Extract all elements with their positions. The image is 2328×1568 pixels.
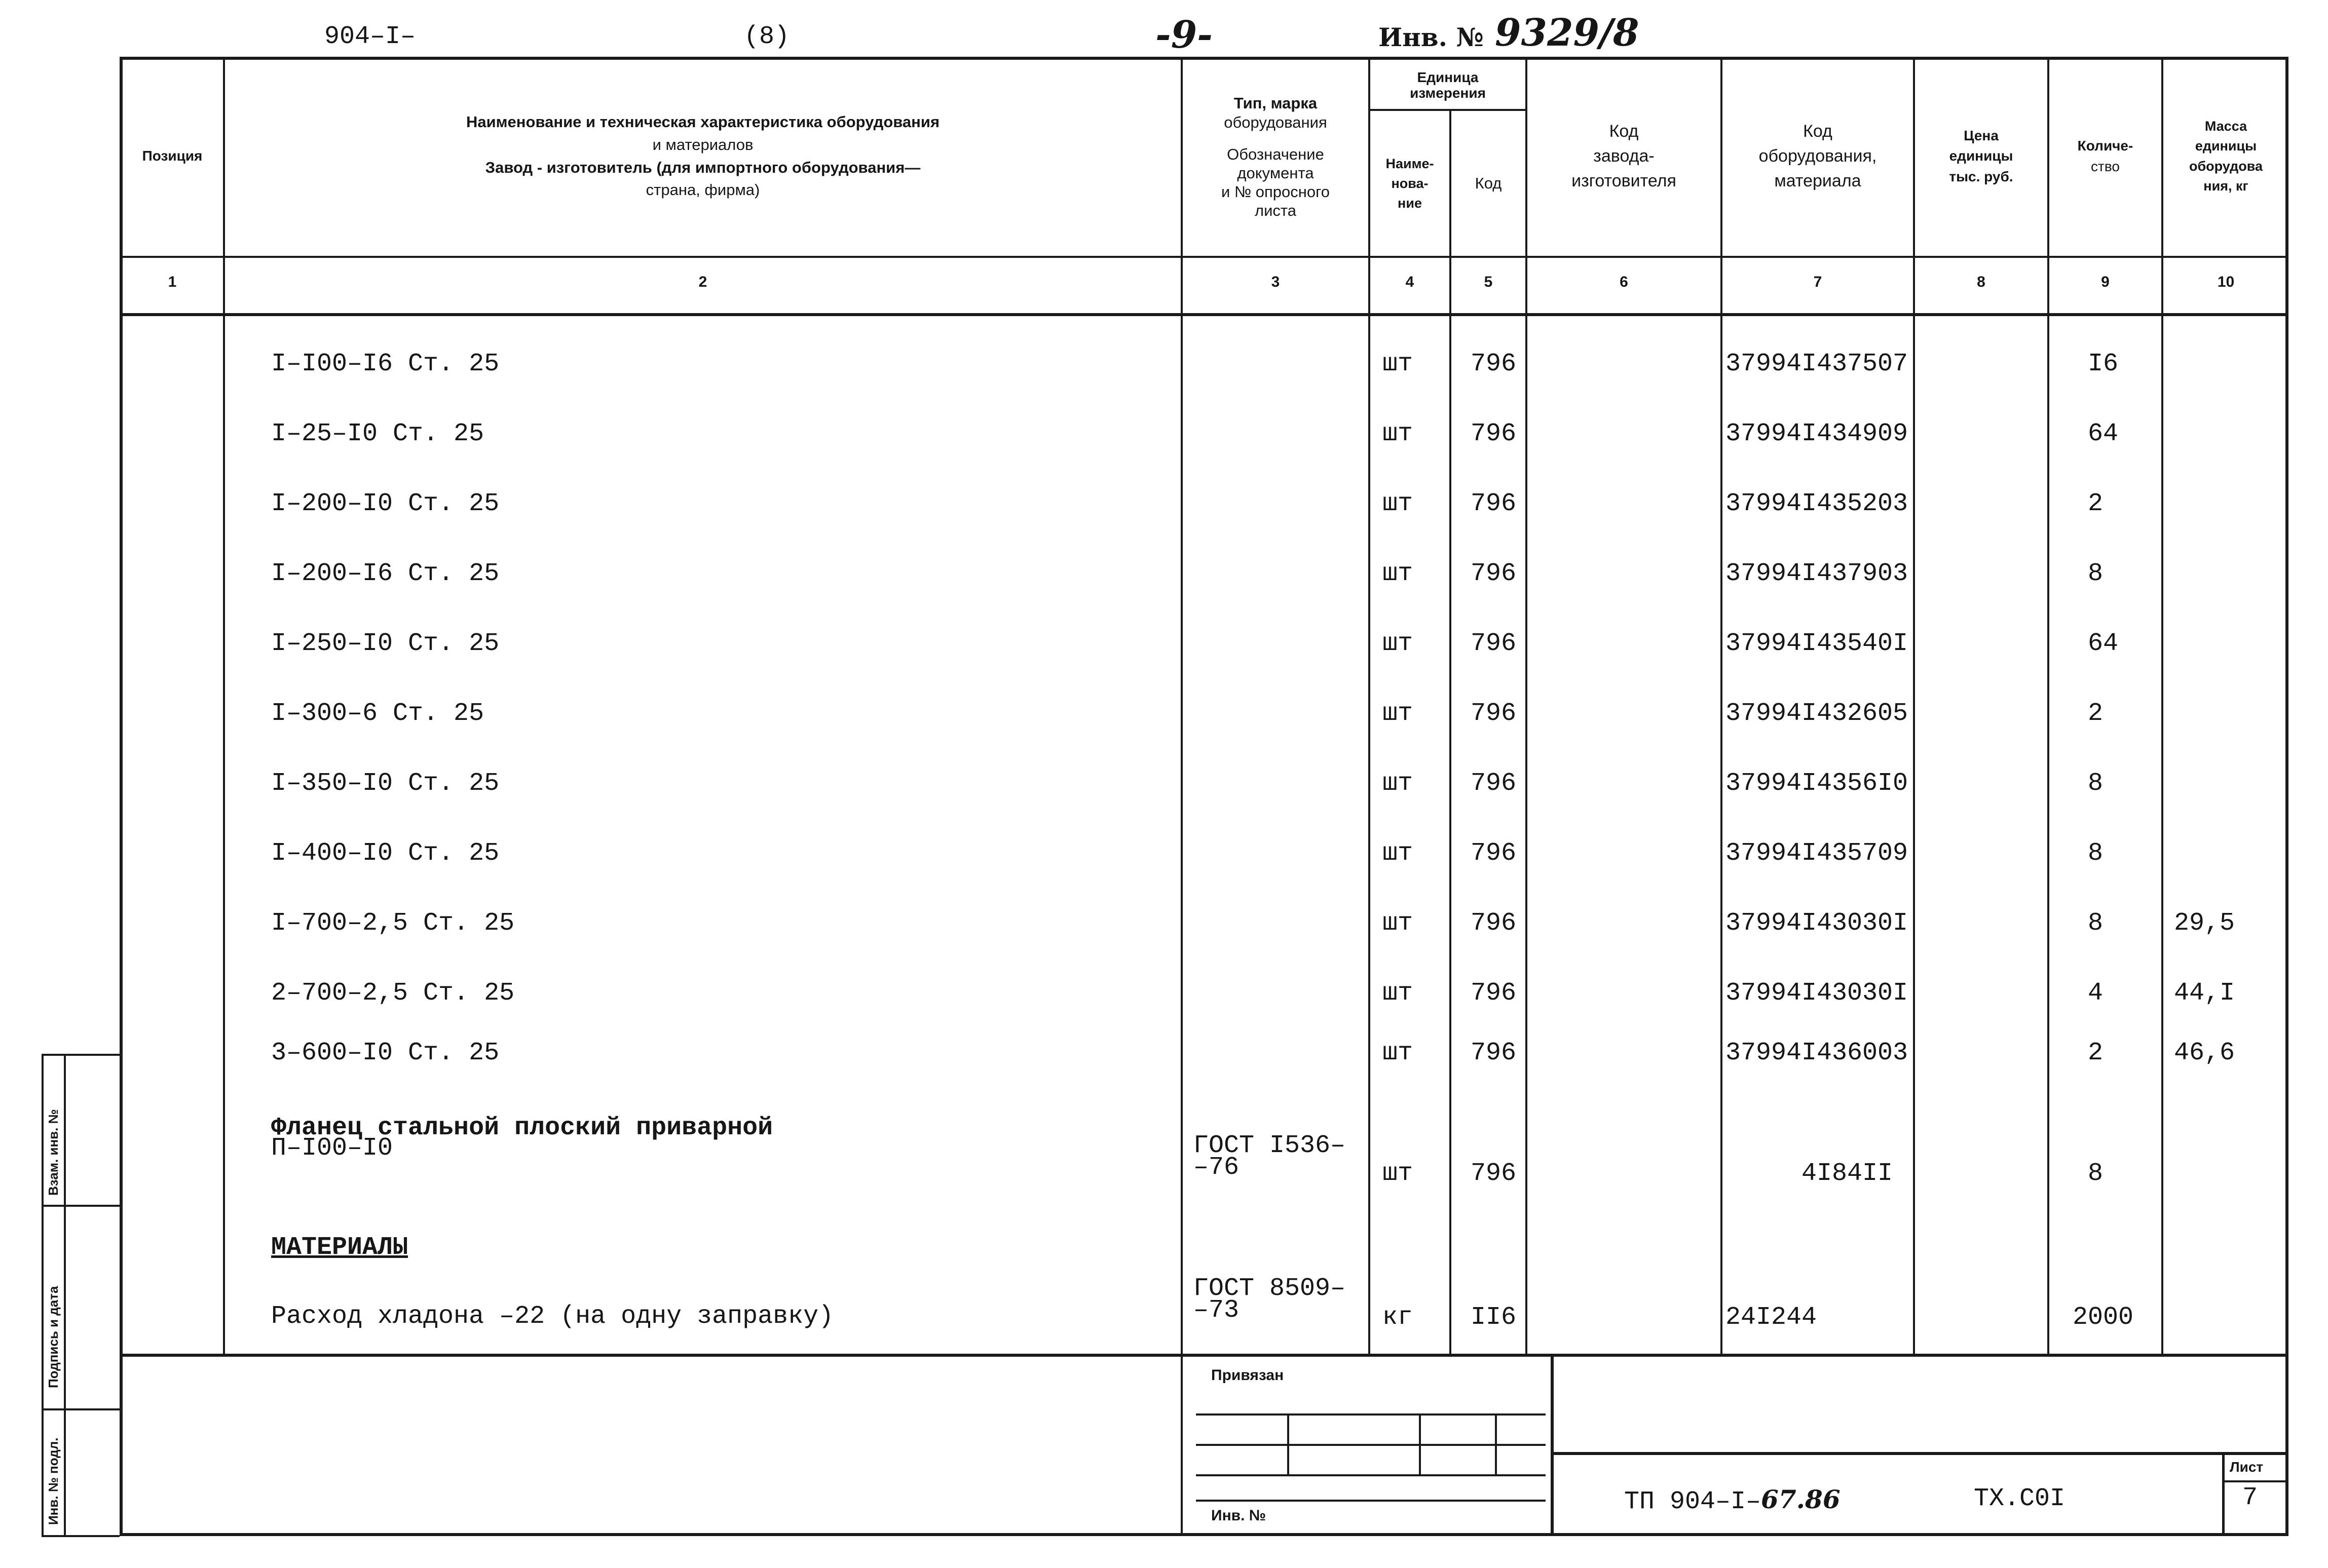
- header-mass: [2163, 57, 2288, 256]
- header-unit-name-line3: ние: [1398, 196, 1422, 211]
- colnum-2: 2: [698, 274, 707, 290]
- colnum-7: 7: [1813, 274, 1822, 290]
- header-type-line1: Тип, марка: [1233, 94, 1318, 112]
- header-unit-name: [1370, 111, 1449, 256]
- colnum-4: 4: [1405, 274, 1414, 290]
- sheet-cell-divider: [2222, 1452, 2225, 1536]
- flange-qty: 8: [2088, 1159, 2104, 1188]
- title-sub-rule-3: [1196, 1474, 1546, 1476]
- row-equip-code: 37994I43540I: [1725, 629, 1908, 658]
- header-type-line6: листа: [1255, 202, 1296, 220]
- unit-group-rule: [1368, 109, 1525, 111]
- row-equip-code: 37994I434909: [1725, 419, 1908, 448]
- row-unit-code: 796: [1471, 979, 1517, 1008]
- col-line-2: [1181, 57, 1183, 1354]
- row-unit: шт: [1382, 979, 1413, 1008]
- sheet-number: 7: [2242, 1483, 2258, 1512]
- row-unit-code: 796: [1471, 350, 1517, 378]
- freon-gost: [1193, 1274, 1346, 1325]
- inventory-number: 9329/8: [1495, 11, 1639, 55]
- sheet-in-parens: (8): [744, 22, 790, 51]
- row-qty: I6: [2088, 350, 2119, 378]
- project-code-typed: ТП 904–I–: [1624, 1487, 1761, 1516]
- title-sub-rule-2: [1196, 1444, 1546, 1446]
- row-name: I–400–I0 Ст. 25: [271, 839, 500, 868]
- row-qty: 2: [2088, 699, 2104, 728]
- freon-name: Расход хладона –22 (на одну заправку): [271, 1302, 834, 1331]
- header-equip-code-line3: материала: [1774, 171, 1861, 191]
- header-type-line4: документа: [1237, 164, 1314, 182]
- side-field-original-inv: Инв. № подл.: [46, 1437, 61, 1525]
- header-bottom-rule: [120, 256, 2288, 258]
- flange-gost-line2: –76: [1193, 1153, 1240, 1182]
- header-type-line2: оборудования: [1224, 113, 1327, 131]
- header-price-line3: тыс. руб.: [1949, 168, 2013, 184]
- header-equip-code-line2: оборудования,: [1758, 146, 1877, 166]
- project-code-hand: 67.86: [1761, 1484, 1841, 1514]
- side-stamp-inner-line: [64, 1054, 66, 1536]
- header-unit-name-line2: нова-: [1391, 175, 1429, 191]
- row-unit: шт: [1382, 699, 1413, 728]
- colnum-bottom-rule: [120, 313, 2288, 316]
- header-type-line3: Обозначение: [1227, 145, 1324, 163]
- materials-heading: МАТЕРИАЛЫ: [271, 1233, 408, 1262]
- row-unit-code: 796: [1471, 839, 1517, 868]
- header-unit-name-line1: Наиме-: [1385, 156, 1434, 171]
- sheet-label: Лист: [2230, 1459, 2264, 1475]
- header-name-line2: и материалов: [652, 135, 754, 154]
- colnum-8: 8: [1977, 274, 1985, 290]
- colnum-3: 3: [1271, 274, 1280, 290]
- bound-label: Привязан: [1211, 1367, 1284, 1384]
- colnum-9: 9: [2101, 274, 2110, 290]
- header-mass-line2: единицы: [2195, 138, 2257, 154]
- row-equip-code: 37994I435709: [1725, 839, 1908, 868]
- header-name: [225, 57, 1181, 256]
- row-equip-code: 37994I43030I: [1725, 909, 1908, 938]
- header-maker-code-line1: Код: [1609, 121, 1639, 141]
- row-mass: 29,5: [2174, 909, 2235, 938]
- header-qty-line1: Количе-: [2077, 137, 2133, 154]
- header-name-line1: Наименование и техническая характеристика оборудования: [466, 112, 940, 131]
- row-equip-code: 37994I43030I: [1725, 979, 1908, 1008]
- row-unit: шт: [1382, 1039, 1413, 1067]
- row-name: 2–700–2,5 Ст. 25: [271, 979, 515, 1008]
- freon-unit-code: II6: [1471, 1303, 1517, 1332]
- header-type-line5: и № опросного: [1221, 183, 1330, 201]
- freon-equip-code: 24I244: [1725, 1303, 1817, 1332]
- title-sub-col-1: [1287, 1413, 1289, 1474]
- side-stamp-bottom: [42, 1535, 120, 1537]
- page-number: -9-: [1155, 13, 1213, 57]
- row-qty: 4: [2088, 979, 2104, 1008]
- side-stamp-rule-1: [42, 1205, 120, 1207]
- flange-gost: [1193, 1131, 1346, 1182]
- row-equip-code: 37994I432605: [1725, 699, 1908, 728]
- header-price-line1: Цена: [1964, 127, 1999, 143]
- row-qty: 64: [2088, 419, 2119, 448]
- colnum-6: 6: [1620, 274, 1628, 290]
- header-price: [1915, 57, 2047, 256]
- row-qty: 2: [2088, 1039, 2104, 1067]
- row-unit: шт: [1382, 839, 1413, 868]
- row-unit-code: 796: [1471, 629, 1517, 658]
- header-unit-group-line1: Единица: [1417, 69, 1479, 86]
- row-unit-code: 796: [1471, 1039, 1517, 1067]
- header-position: Позиция: [142, 148, 203, 164]
- row-mass: 44,I: [2174, 979, 2235, 1008]
- row-name: I–25–I0 Ст. 25: [271, 419, 484, 448]
- row-name: 3–600–I0 Ст. 25: [271, 1039, 500, 1067]
- row-unit-code: 796: [1471, 489, 1517, 518]
- row-name: I–200–I0 Ст. 25: [271, 489, 500, 518]
- row-qty: 8: [2088, 839, 2104, 868]
- header-mass-line4: ния, кг: [2203, 178, 2248, 194]
- freon-gost-line1: ГОСТ 8509–: [1193, 1274, 1346, 1303]
- row-equip-code: 37994I437903: [1725, 559, 1908, 588]
- flange-name-line1: Фланец стальной плоский приварной: [271, 1114, 773, 1142]
- title-block-divider-1: [1181, 1354, 1183, 1536]
- row-name: I–700–2,5 Ст. 25: [271, 909, 515, 938]
- header-mass-line3: оборудова: [2189, 158, 2263, 174]
- title-block-top-rule: [120, 1354, 2288, 1357]
- row-unit: шт: [1382, 419, 1413, 448]
- row-unit-code: 796: [1471, 419, 1517, 448]
- flange-gost-line1: ГОСТ I536–: [1193, 1131, 1346, 1160]
- inventory-label: Инв. №: [1378, 22, 1484, 52]
- row-unit-code: 796: [1471, 699, 1517, 728]
- row-mass: 46,6: [2174, 1039, 2235, 1067]
- header-unit-code: Код: [1475, 174, 1502, 193]
- row-qty: 8: [2088, 769, 2104, 798]
- series-code: 904–I–: [324, 22, 416, 51]
- header-type: [1183, 76, 1368, 238]
- freon-qty: 2000: [2073, 1303, 2134, 1332]
- doc-code: ТХ.С0I: [1974, 1484, 2066, 1513]
- colnum-10: 10: [2217, 274, 2235, 290]
- freon-unit: кг: [1382, 1303, 1413, 1332]
- header-equip-code-line1: Код: [1803, 121, 1832, 141]
- row-qty: 8: [2088, 559, 2104, 588]
- side-stamp-top: [42, 1054, 120, 1056]
- title-sub-rule-1: [1196, 1413, 1546, 1416]
- flange-unit-code: 796: [1471, 1159, 1517, 1188]
- row-unit-code: 796: [1471, 909, 1517, 938]
- header-unit-group: [1370, 63, 1525, 108]
- title-sub-col-3: [1495, 1413, 1497, 1474]
- header-equip-code: [1722, 57, 1913, 256]
- title-code-rule: [1551, 1452, 2288, 1455]
- colnum-5: 5: [1484, 274, 1493, 290]
- row-equip-code: 37994I436003: [1725, 1039, 1908, 1067]
- row-equip-code: 37994I4356I0: [1725, 769, 1908, 798]
- row-name: I–200–I6 Ст. 25: [271, 559, 500, 588]
- col-line-4: [1449, 109, 1451, 1354]
- title-block-divider-2: [1551, 1354, 1554, 1536]
- flange-equip-code: 4I84II: [1801, 1159, 1893, 1188]
- header-price-line2: единицы: [1949, 148, 2013, 164]
- row-unit: шт: [1382, 350, 1413, 378]
- row-unit-code: 796: [1471, 559, 1517, 588]
- colnum-1: 1: [168, 274, 177, 290]
- header-maker-code: [1527, 57, 1720, 256]
- row-name: I–250–I0 Ст. 25: [271, 629, 500, 658]
- header-name-line4: страна, фирма): [646, 181, 760, 199]
- row-unit-code: 796: [1471, 769, 1517, 798]
- header-maker-code-line3: изготовителя: [1571, 171, 1676, 191]
- sheet-cell-rule: [2222, 1480, 2288, 1482]
- title-inv-label: Инв. №: [1211, 1507, 1266, 1524]
- title-sub-col-2: [1419, 1413, 1421, 1474]
- side-stamp-outer-line: [42, 1054, 44, 1536]
- header-qty-line2: ство: [2091, 158, 2120, 174]
- header-mass-line1: Масса: [2204, 119, 2247, 134]
- header-qty: [2049, 57, 2161, 256]
- title-sub-rule-4: [1196, 1500, 1546, 1502]
- side-stamp-rule-2: [42, 1408, 120, 1410]
- side-field-replace-inv: Взам. инв. №: [46, 1109, 61, 1196]
- row-name: I–300–6 Ст. 25: [271, 699, 484, 728]
- header-unit-group-line2: измерения: [1410, 85, 1486, 101]
- flange-name-line2: П–I00–I0: [271, 1134, 393, 1163]
- project-code: [1624, 1484, 1841, 1516]
- row-name: I–I00–I6 Ст. 25: [271, 350, 500, 378]
- freon-gost-line2: –73: [1193, 1296, 1240, 1325]
- row-equip-code: 37994I435203: [1725, 489, 1908, 518]
- side-field-signature-date: Подпись и дата: [46, 1286, 61, 1388]
- header-maker-code-line2: завода-: [1593, 146, 1655, 166]
- row-qty: 2: [2088, 489, 2104, 518]
- row-unit: шт: [1382, 769, 1413, 798]
- row-qty: 8: [2088, 909, 2104, 938]
- row-equip-code: 37994I437507: [1725, 350, 1908, 378]
- row-name: I–350–I0 Ст. 25: [271, 769, 500, 798]
- row-qty: 64: [2088, 629, 2119, 658]
- row-unit: шт: [1382, 559, 1413, 588]
- row-unit: шт: [1382, 909, 1413, 938]
- row-unit: шт: [1382, 629, 1413, 658]
- row-unit: шт: [1382, 489, 1413, 518]
- header-name-line3: Завод - изготовитель (для импортного оборудования—: [485, 158, 921, 176]
- flange-unit: шт: [1382, 1159, 1413, 1188]
